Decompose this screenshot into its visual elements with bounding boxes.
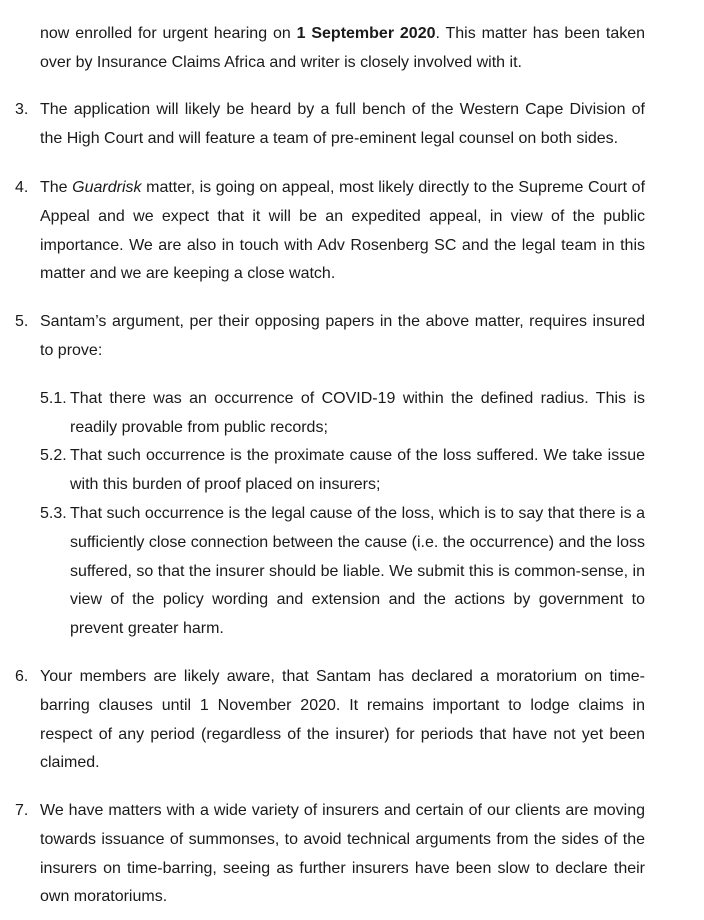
subitem-5-2-text: That such occurrence is the proximate cause of the loss suffered. We take issue with this burden of proof placed on insurers; (70, 447, 645, 493)
intro-text-end: . This matter has been taken over by Insurance Claims Africa and writer is closely involved with it. (40, 25, 646, 71)
case-name: Guardrisk (72, 179, 142, 196)
subitem-5-3-number: 5.3. (40, 505, 67, 522)
item-5-text: Santam’s argument, per their opposing papers in the above matter, requires insured to prove: (40, 313, 645, 359)
subitem-5-1-number: 5.1. (40, 390, 67, 407)
item-4-text-end: matter, is going on appeal, most likely directly to the Supreme Court of Appeal and we expect that it will be an expedited appeal, in view of the public importance. We are also in touch with Adv Rosenberg SC and the legal team in this matter and we are keeping a close watch. (40, 179, 646, 283)
subitem-5-3-text: That such occurrence is the legal cause of the loss, which is to say that there is a sufficiently close connection between the cause (i.e. the occurrence) and the loss suffered, so that the insurer should be liable. We submit this is common-sense, in view of the policy wording and extension and the actions by government to prevent greater harm. (70, 505, 645, 638)
item-5-number: 5. (15, 313, 29, 330)
item-6-text: Your members are likely aware, that Santam has declared a moratorium on time-barring clauses until 1 November 2020. It remains important to lodge claims in respect of any period (regardless of the insurer) for periods that have not yet been claimed. (40, 668, 645, 772)
hearing-date: 1 September 2020 (296, 25, 436, 42)
item-4-paragraph (40, 174, 645, 289)
subitem-5-1-text: That there was an occurrence of COVID-19 within the defined radius. This is readily provable from public records; (70, 390, 645, 436)
item-3-text: The application will likely be heard by a full bench of the Western Cape Division of the High Court and will feature a team of pre-eminent legal counsel on both sides. (40, 101, 645, 147)
intro-text-start: now enrolled for urgent hearing on (40, 25, 297, 42)
item-7-number: 7. (15, 802, 29, 819)
subitem-5-2-number: 5.2. (40, 447, 67, 464)
intro-paragraph (40, 20, 645, 78)
item-4-text-start: The (40, 179, 73, 196)
item-7-text: We have matters with a wide variety of insurers and certain of our clients are moving towards issuance of summonses, to avoid technical arguments from the sides of the insurers on time-barring, seeing as further insurers have been slow to declare their own moratoriums. (40, 802, 645, 906)
item-3-number: 3. (15, 101, 29, 118)
item-6-number: 6. (15, 668, 29, 685)
item-4-number: 4. (15, 179, 29, 196)
